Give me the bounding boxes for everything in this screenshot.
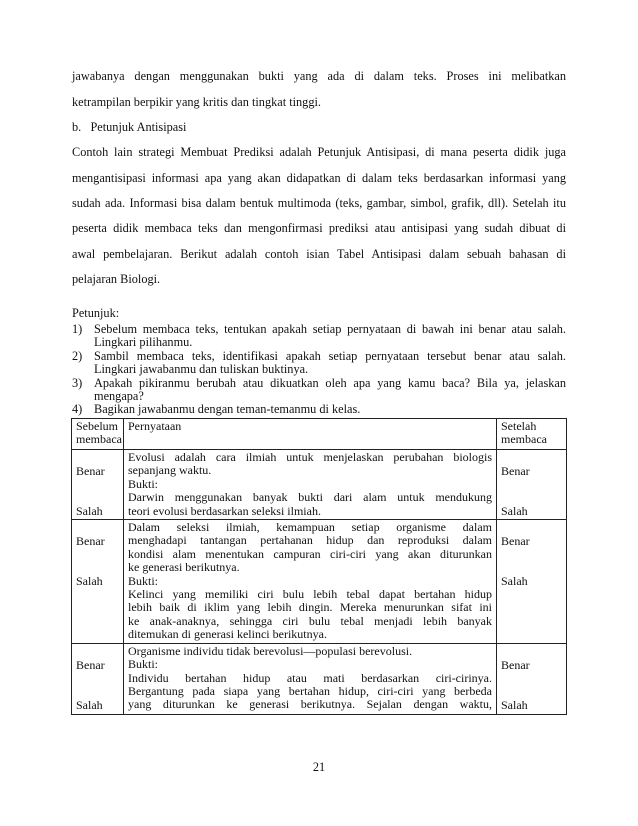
after-option-benar[interactable]: Benar xyxy=(501,464,530,478)
header-after-reading xyxy=(497,419,567,450)
after-option-salah[interactable]: Salah xyxy=(501,504,528,518)
paragraph-1-line-2: ketrampilan berpikir yang kritis dan tingkat tinggi. xyxy=(72,95,321,109)
after-option-salah[interactable]: Salah xyxy=(501,697,528,712)
paragraph-2-line-2: mengantisipasi informasi apa yang akan didapatkan di dalam teks berdasarkan informasi yang xyxy=(72,171,566,185)
instructions-title: Petunjuk: xyxy=(72,306,120,320)
statement-line: ditemukan di generasi kelinci berikutnya. xyxy=(128,627,327,642)
instruction-2-line-1: Sambil membaca teks, identifikasi apakah setiap pernyataan tersebut benar atau salah. xyxy=(94,349,566,363)
after-option-benar[interactable]: Benar xyxy=(501,657,530,672)
after-option-benar[interactable]: Benar xyxy=(501,534,530,549)
paragraph-1-line-1: jawabanya dengan menggunakan bukti yang ada di dalam teks. Proses ini melibatkan xyxy=(72,69,566,83)
before-option-salah[interactable]: Salah xyxy=(76,697,103,712)
header-statement xyxy=(124,419,497,450)
instruction-1-number: 1) xyxy=(72,322,83,336)
before-reading-cell xyxy=(72,643,124,714)
before-option-salah[interactable]: Salah xyxy=(76,574,103,589)
statement-line: Bergantung pada siapa yang bertahan hidup, ciri-ciri yang berbeda xyxy=(128,683,492,698)
paragraph-2-line-6: pelajaran Biologi. xyxy=(72,272,161,286)
statement-line: Individu bertahan hidup atau mati berdasarkan ciri-cirinya. xyxy=(128,670,492,685)
statement-line: yang diturunkan ke generasi berikutnya. Sejalan dengan waktu, xyxy=(128,697,492,712)
before-reading-cell xyxy=(72,450,124,520)
instruction-3-line-1: Apakah pikiranmu berubah atau dikuatkan oleh apa yang kamu baca? Bila ya, jelaskan xyxy=(94,376,566,390)
before-option-benar[interactable]: Benar xyxy=(76,464,105,478)
after-reading-cell xyxy=(497,520,567,644)
statement-line: Dalam seleksi ilmiah, kemampuan setiap organisme dalam xyxy=(128,520,492,535)
statement-line: Evolusi adalah cara ilmiah untuk menjelaskan perubahan biologis xyxy=(128,450,492,464)
table-row xyxy=(72,520,567,644)
instruction-3-line-2: mengapa? xyxy=(94,389,144,403)
statement-line: teori evolusi berdasarkan seleksi ilmiah. xyxy=(128,503,321,518)
table-row xyxy=(72,643,567,714)
evidence-label: Bukti: xyxy=(128,476,159,491)
paragraph-2-line-4: peserta didik membaca teks dan mengonfirmasi prediksi atau antisipasi yang sudah dibuat di xyxy=(72,221,566,235)
statement-cell xyxy=(124,643,497,714)
header-before-line-1: Sebelum xyxy=(76,419,118,433)
header-after-line-2: membaca xyxy=(501,432,547,447)
table-header-row xyxy=(72,419,567,450)
statement-line: Kelinci yang memiliki ciri bulu lebih tebal dapat bertahan hidup xyxy=(128,587,492,602)
header-statement-text: Pernyataan xyxy=(128,419,182,433)
instruction-4-number: 4) xyxy=(72,402,83,416)
statement-line: Darwin menggunakan banyak bukti dari alam untuk mendukung xyxy=(128,490,492,505)
statement-line: ke anak-anaknya, sehingga ciri bulu tebal menjadi lebih banyak xyxy=(128,613,492,628)
statement-line: Organisme individu tidak berevolusi—populasi berevolusi. xyxy=(128,643,413,658)
statement-cell xyxy=(124,520,497,644)
evidence-label: Bukti: xyxy=(128,657,159,672)
anticipation-table xyxy=(71,418,567,715)
paragraph-2-line-1: Contoh lain strategi Membuat Prediksi adalah Petunjuk Antisipasi, di mana peserta didik juga xyxy=(72,145,566,159)
page-number: 21 xyxy=(312,760,326,774)
statement-line: sepanjang waktu. xyxy=(128,463,212,478)
statement-line: kondisi alam menentukan campuran ciri-ciri yang akan diturunkan xyxy=(128,546,492,561)
header-after-line-1: Setelah xyxy=(501,419,537,433)
paragraph-2-line-5: awal pembelajaran. Berikut adalah contoh isian Tabel Antisipasi dalam sebuah bahasan di xyxy=(72,247,566,261)
before-option-salah[interactable]: Salah xyxy=(76,504,103,518)
instruction-1-line-2: Lingkari pilihanmu. xyxy=(94,335,193,349)
header-before-line-2: membaca xyxy=(76,432,122,447)
instruction-3-number: 3) xyxy=(72,376,83,390)
statement-line: menghadapi tantangan pertahanan hidup dan reproduksi dalam xyxy=(128,533,492,548)
section-heading: b. Petunjuk Antisipasi xyxy=(72,120,187,134)
instruction-1-line-1: Sebelum membaca teks, tentukan apakah setiap pernyataan di bawah ini benar atau salah. xyxy=(94,322,566,336)
before-option-benar[interactable]: Benar xyxy=(76,534,105,549)
instruction-2-number: 2) xyxy=(72,349,83,363)
paragraph-2-line-3: sudah ada. Informasi bisa dalam bentuk multimoda (teks, gambar, simbol, grafik, dll). Setelah itu xyxy=(72,196,566,210)
instruction-4-line-1: Bagikan jawabanmu dengan teman-temanmu di kelas. xyxy=(94,402,361,416)
after-reading-cell xyxy=(497,450,567,520)
instruction-2-line-2: Lingkari jawabanmu dan tuliskan buktinya. xyxy=(94,362,309,376)
header-before-reading xyxy=(72,419,124,450)
after-reading-cell xyxy=(497,643,567,714)
statement-line: ke generasi berikutnya. xyxy=(128,560,240,575)
before-reading-cell xyxy=(72,520,124,644)
statement-cell xyxy=(124,450,497,520)
before-option-benar[interactable]: Benar xyxy=(76,657,105,672)
statement-line: lebih baik di iklim yang lebih dingin. Mereka menurunkan sifat ini xyxy=(128,600,492,615)
after-option-salah[interactable]: Salah xyxy=(501,574,528,589)
evidence-label: Bukti: xyxy=(128,573,159,588)
table-row xyxy=(72,450,567,520)
